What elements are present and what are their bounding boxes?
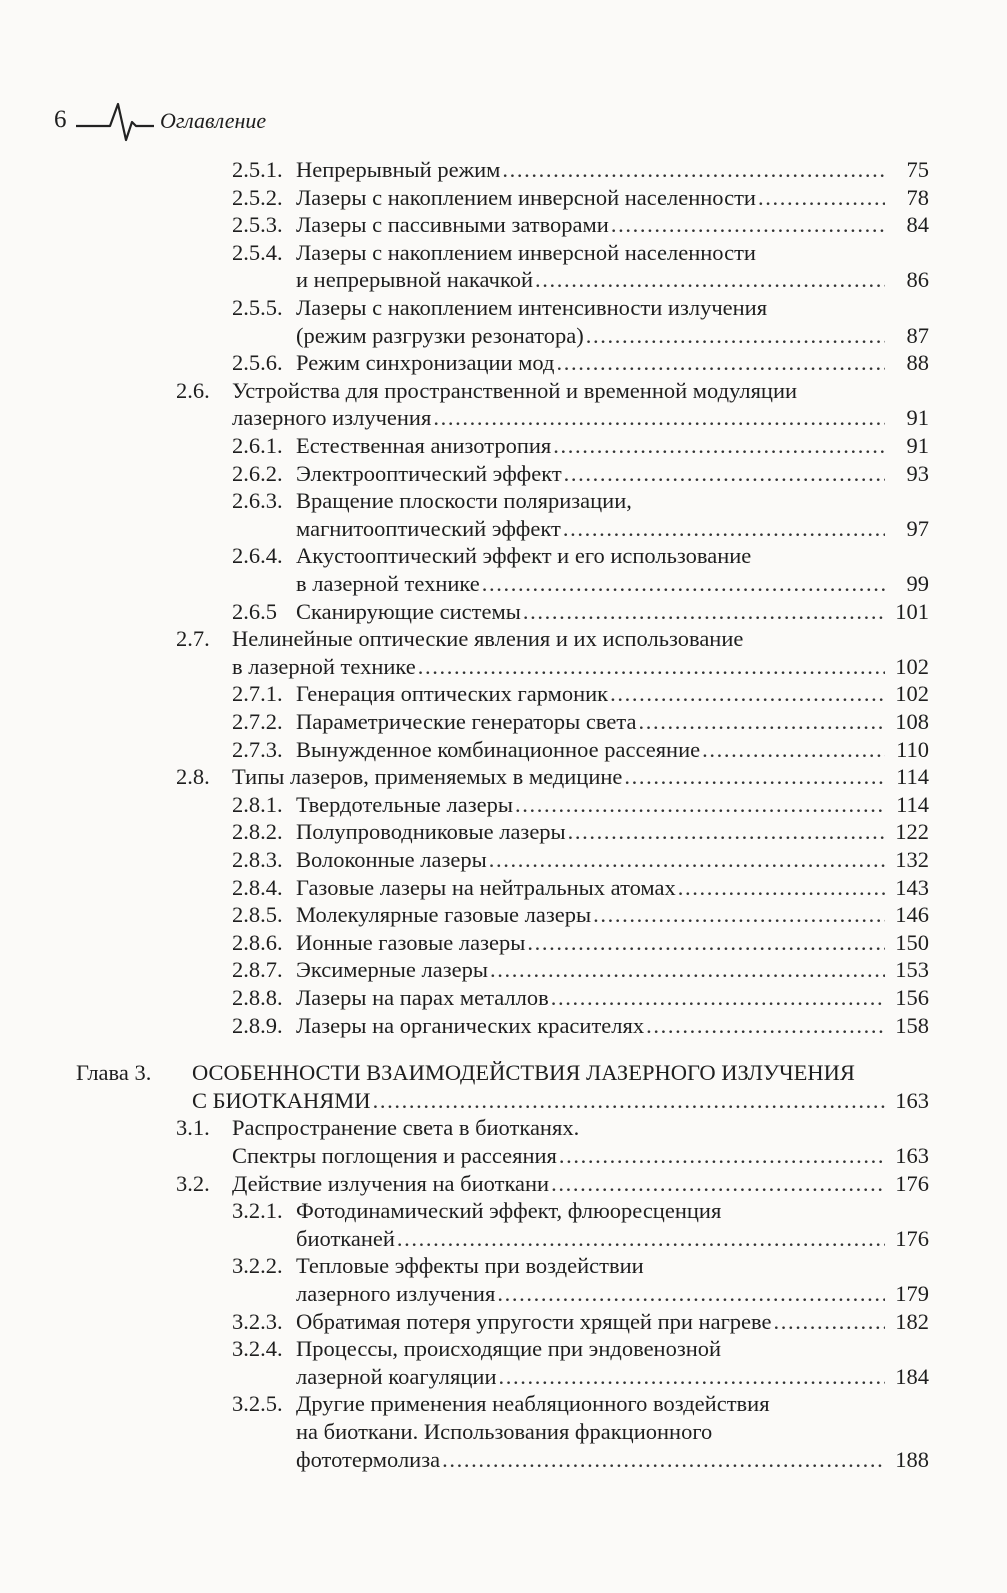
toc-entry-number: 3.2. xyxy=(176,1170,210,1196)
toc-page-number: 114 xyxy=(896,764,929,790)
toc-entry-title: Вращение плоскости поляризации, xyxy=(296,488,632,514)
toc-entry-number: 2.8.3. xyxy=(232,847,283,872)
dot-leader xyxy=(646,1012,885,1040)
dot-leader xyxy=(482,570,885,598)
toc-entry[interactable] xyxy=(296,1446,929,1474)
dot-leader xyxy=(568,818,885,846)
toc-entry-title: Естественная анизотропия xyxy=(296,433,552,458)
toc-page-number: 97 xyxy=(906,515,929,541)
toc-page-number: 84 xyxy=(906,212,929,238)
dot-leader xyxy=(433,404,885,432)
toc-entry-title: и непрерывной накачкой xyxy=(296,267,534,293)
dot-leader xyxy=(553,432,885,460)
heartbeat-icon xyxy=(74,100,154,148)
toc-entry-title: в лазерной технике xyxy=(232,653,416,679)
toc-entry[interactable] xyxy=(296,736,929,764)
toc-entry-number: 2.6.3. xyxy=(232,488,283,514)
toc-page-number: 182 xyxy=(895,1308,929,1334)
toc-entry-title: Процессы, происходящие при эндовенозной xyxy=(296,1336,722,1362)
toc-entry-title: Другие применения неабляционного воздействия xyxy=(296,1391,770,1417)
toc-entry-number: 3.2.2. xyxy=(232,1253,283,1279)
toc-entry-title: лазерного излучения xyxy=(232,405,432,431)
toc-entry-number: 2.6.1. xyxy=(232,433,283,458)
toc-entry[interactable] xyxy=(296,432,929,460)
toc-page-number: 158 xyxy=(895,1012,929,1038)
toc-entry[interactable] xyxy=(296,487,632,515)
dot-leader xyxy=(418,653,885,681)
toc-entry-number: 3.2.3. xyxy=(232,1308,283,1334)
toc-entry-number: 2.5.1. xyxy=(232,157,283,182)
toc-entry-title: ОСОБЕННОСТИ ВЗАИМОДЕЙСТВИЯ ЛАЗЕРНОГО ИЗЛУЧЕНИЯ xyxy=(192,1060,855,1086)
toc-page-number: 188 xyxy=(895,1446,929,1472)
toc-entry-title: Типы лазеров, применяемых в медицине xyxy=(232,764,623,790)
toc-entry[interactable] xyxy=(296,1197,721,1225)
toc-entry-number: 2.6.5 xyxy=(232,598,277,624)
toc-page-number: 176 xyxy=(895,1225,929,1251)
toc-entry[interactable] xyxy=(192,1087,929,1115)
toc-entry-title: Генерация оптических гармоник xyxy=(296,681,609,707)
toc-page-number: 114 xyxy=(896,791,929,817)
toc-entry-title: биотканей xyxy=(296,1225,395,1251)
dot-leader xyxy=(497,1280,885,1308)
toc-entry-title: Твердотельные лазеры xyxy=(296,791,513,817)
toc-page-number: 150 xyxy=(895,929,929,955)
toc-entry[interactable] xyxy=(296,1280,929,1308)
toc-page-number: 102 xyxy=(895,653,929,679)
dot-leader xyxy=(535,266,885,294)
toc-entry[interactable] xyxy=(232,404,929,432)
toc-entry[interactable] xyxy=(296,1390,770,1418)
dot-leader xyxy=(551,984,885,1012)
toc-entry[interactable] xyxy=(296,294,767,322)
toc-entry-number: 2.8.2. xyxy=(232,819,283,845)
toc-entry[interactable] xyxy=(296,322,929,350)
toc-entry[interactable] xyxy=(296,901,929,929)
toc-entry-number: 2.5.6. xyxy=(232,350,283,376)
toc-entry-title: Полупроводниковые лазеры xyxy=(296,819,566,845)
toc-entry-number: 2.8.7. xyxy=(232,957,283,983)
toc-page-number: 146 xyxy=(895,902,929,928)
dot-leader xyxy=(564,460,885,488)
toc-page-number: 176 xyxy=(895,1170,929,1196)
toc-page-number: 75 xyxy=(906,157,929,182)
toc-entry[interactable] xyxy=(296,542,751,570)
toc-entry-title: Лазеры с накоплением инверсной населенности xyxy=(296,239,756,265)
toc-entry[interactable] xyxy=(232,653,929,681)
toc-entry-title: Спектры поглощения и рассеяния xyxy=(232,1143,557,1168)
toc-entry-number: 2.6. xyxy=(176,377,210,403)
toc-page-number: 153 xyxy=(895,957,929,983)
toc-entry-number: 2.8.6. xyxy=(232,929,283,955)
dot-leader xyxy=(758,184,885,212)
toc-entry[interactable] xyxy=(296,266,929,294)
toc-entry[interactable] xyxy=(192,1059,855,1087)
toc-entry[interactable] xyxy=(296,791,929,819)
toc-entry[interactable] xyxy=(296,349,929,377)
dot-leader xyxy=(490,956,885,984)
toc-entry-title: Фотодинамический эффект, флюоресценция xyxy=(296,1198,722,1224)
toc-entry-title: Действие излучения на биоткани xyxy=(232,1170,550,1196)
dot-leader xyxy=(774,1308,885,1336)
toc-entry-title: Непрерывный режим xyxy=(296,157,501,182)
toc-entry[interactable] xyxy=(296,1335,721,1363)
toc-page-number: 99 xyxy=(906,571,929,596)
toc-entry[interactable] xyxy=(232,625,743,653)
dot-leader xyxy=(373,1087,885,1115)
toc-page-number: 78 xyxy=(906,184,929,210)
dot-leader xyxy=(556,349,885,377)
toc-entry-number: 2.7. xyxy=(176,626,210,652)
toc-entry-number: 3.2.1. xyxy=(232,1198,283,1224)
dot-leader xyxy=(611,211,885,239)
toc-entry-number: 2.7.3. xyxy=(232,736,283,762)
toc-page-number: 102 xyxy=(895,681,929,707)
dot-leader xyxy=(523,598,885,626)
toc-entry-title: Параметрические генераторы света xyxy=(296,709,637,734)
toc-entry[interactable] xyxy=(296,680,929,708)
toc-page-number: 132 xyxy=(895,847,929,872)
toc-entry-title: Обратимая потеря упругости хрящей при нагреве xyxy=(296,1308,772,1334)
toc-page-number: 143 xyxy=(895,874,929,900)
toc-entry-number: 2.6.2. xyxy=(232,460,283,486)
toc-page-number: 184 xyxy=(895,1363,929,1389)
toc-page-number: 101 xyxy=(895,598,929,624)
toc-entry-title: Тепловые эффекты при воздействии xyxy=(296,1253,644,1279)
dot-leader xyxy=(702,736,885,764)
toc-entry-title: (режим разгрузки резонатора) xyxy=(296,322,584,348)
toc-entry[interactable] xyxy=(296,1252,644,1280)
running-title: Оглавление xyxy=(160,108,267,133)
dot-leader xyxy=(563,515,885,543)
dot-leader xyxy=(515,791,885,819)
toc-entry-title: фототермолиза xyxy=(296,1446,441,1472)
dot-leader xyxy=(678,874,885,902)
dot-leader xyxy=(527,929,885,957)
toc-page-number: 108 xyxy=(895,709,929,734)
toc-entry[interactable] xyxy=(296,874,929,902)
toc-entry-number: 2.5.5. xyxy=(232,295,283,320)
toc-entry-title: Лазеры с накоплением интенсивности излучения xyxy=(296,295,768,320)
toc-page-number: 91 xyxy=(906,405,929,431)
toc-entry-title: Вынужденное комбинационное рассеяние xyxy=(296,736,701,762)
toc-page-number: 179 xyxy=(895,1281,929,1306)
toc-entry-title: магнитооптический эффект xyxy=(296,515,561,541)
toc-entry-number: 3.1. xyxy=(176,1115,210,1141)
toc-entry-title: Электрооптический эффект xyxy=(296,460,562,486)
toc-entry-title: Лазеры на органических красителях xyxy=(296,1012,645,1038)
toc-entry-title: на биоткани. Использования фракционного xyxy=(296,1419,713,1444)
dot-leader xyxy=(502,156,885,184)
toc-entry-number: 2.6.4. xyxy=(232,543,283,569)
toc-entry[interactable] xyxy=(232,1114,579,1142)
toc-entry-title: Распространение света в биотканях. xyxy=(232,1115,580,1141)
toc-page-number: 110 xyxy=(896,736,929,762)
toc-entry[interactable] xyxy=(296,984,929,1012)
toc-entry-number: 2.8.4. xyxy=(232,874,283,900)
dot-leader xyxy=(586,322,885,350)
toc-entry-number: 2.8. xyxy=(176,764,210,790)
toc-entry-title: Эксимерные лазеры xyxy=(296,957,488,983)
toc-entry[interactable] xyxy=(296,818,929,846)
page-number: 6 xyxy=(54,106,67,133)
toc-page-number: 87 xyxy=(906,322,929,348)
dot-leader xyxy=(610,680,885,708)
toc-entry-title: Газовые лазеры на нейтральных атомах xyxy=(296,874,676,900)
toc-entry[interactable] xyxy=(296,1418,712,1446)
toc-entry-number: 2.7.1. xyxy=(232,681,283,707)
toc-entry-number: 2.5.4. xyxy=(232,239,283,265)
toc-entry-title: Сканирующие системы xyxy=(296,598,521,624)
toc-entry[interactable] xyxy=(296,184,929,212)
dot-leader xyxy=(397,1225,885,1253)
toc-entry-title: Ионные газовые лазеры xyxy=(296,929,526,955)
toc-entry-number: 2.8.5. xyxy=(232,902,283,928)
toc-entry[interactable] xyxy=(296,1308,929,1336)
toc-entry-number: Глава 3. xyxy=(76,1060,152,1086)
dot-leader xyxy=(499,1363,885,1391)
toc-entry-title: Лазеры с накоплением инверсной населенности xyxy=(296,184,756,210)
toc-page-number: 86 xyxy=(906,267,929,293)
toc-entry-number: 3.2.5. xyxy=(232,1391,283,1417)
toc-entry-title: лазерной коагуляции xyxy=(296,1363,497,1389)
toc-page-number: 91 xyxy=(906,433,929,458)
toc-entry-number: 2.8.9. xyxy=(232,1012,283,1038)
dot-leader xyxy=(624,763,885,791)
toc-entry[interactable] xyxy=(296,211,929,239)
toc-entry-title: лазерного излучения xyxy=(296,1281,496,1306)
toc-entry-title: Лазеры на парах металлов xyxy=(296,985,549,1010)
dot-leader xyxy=(551,1170,885,1198)
toc-entry[interactable] xyxy=(232,763,929,791)
toc-entry-title: Устройства для пространственной и временной модуляции xyxy=(232,377,798,403)
toc-entry-number: 3.2.4. xyxy=(232,1336,283,1362)
toc-entry-number: 2.5.2. xyxy=(232,184,283,210)
toc-page-number: 122 xyxy=(895,819,929,845)
dot-leader xyxy=(489,846,885,874)
toc-entry[interactable] xyxy=(296,1012,929,1040)
toc-entry[interactable] xyxy=(296,929,929,957)
dot-leader xyxy=(559,1142,885,1170)
toc-entry-number: 2.8.8. xyxy=(232,985,283,1010)
toc-entry[interactable] xyxy=(296,956,929,984)
toc-entry-title: Акустооптический эффект и его использование xyxy=(296,543,752,569)
toc-page-number: 163 xyxy=(895,1143,929,1168)
toc-entry[interactable] xyxy=(296,1363,929,1391)
toc-entry-number: 2.7.2. xyxy=(232,709,283,734)
toc-entry-title: Режим синхронизации мод xyxy=(296,350,555,376)
toc-entry[interactable] xyxy=(296,846,929,874)
toc-page-number: 156 xyxy=(895,985,929,1010)
toc-page-number: 88 xyxy=(906,350,929,376)
toc-page-number: 93 xyxy=(906,460,929,486)
toc-entry-title: Молекулярные газовые лазеры xyxy=(296,902,592,928)
toc-entry-title: Нелинейные оптические явления и их использование xyxy=(232,626,744,652)
toc-entry[interactable] xyxy=(232,377,797,405)
toc-entry[interactable] xyxy=(296,598,929,626)
toc-page-number: 163 xyxy=(895,1087,929,1113)
toc-entry-number: 2.5.3. xyxy=(232,212,283,238)
toc-entry-title: Волоконные лазеры xyxy=(296,847,487,872)
toc-entry[interactable] xyxy=(296,460,929,488)
toc-entry[interactable] xyxy=(296,515,929,543)
toc-entry[interactable] xyxy=(232,1142,929,1170)
toc-entry-title: С БИОТКАНЯМИ xyxy=(192,1087,371,1113)
toc-entry-title: Лазеры с пассивными затворами xyxy=(296,212,609,238)
toc-entry[interactable] xyxy=(232,1170,929,1198)
dot-leader xyxy=(638,708,885,736)
toc-entry-title: в лазерной технике xyxy=(296,571,480,596)
toc-entry-number: 2.8.1. xyxy=(232,791,283,817)
toc-entry[interactable] xyxy=(296,239,756,267)
dot-leader xyxy=(442,1446,885,1474)
toc-entry[interactable] xyxy=(296,708,929,736)
toc-entry[interactable] xyxy=(296,570,929,598)
dot-leader xyxy=(593,901,885,929)
toc-entry[interactable] xyxy=(296,1225,929,1253)
toc-entry[interactable] xyxy=(296,156,929,184)
